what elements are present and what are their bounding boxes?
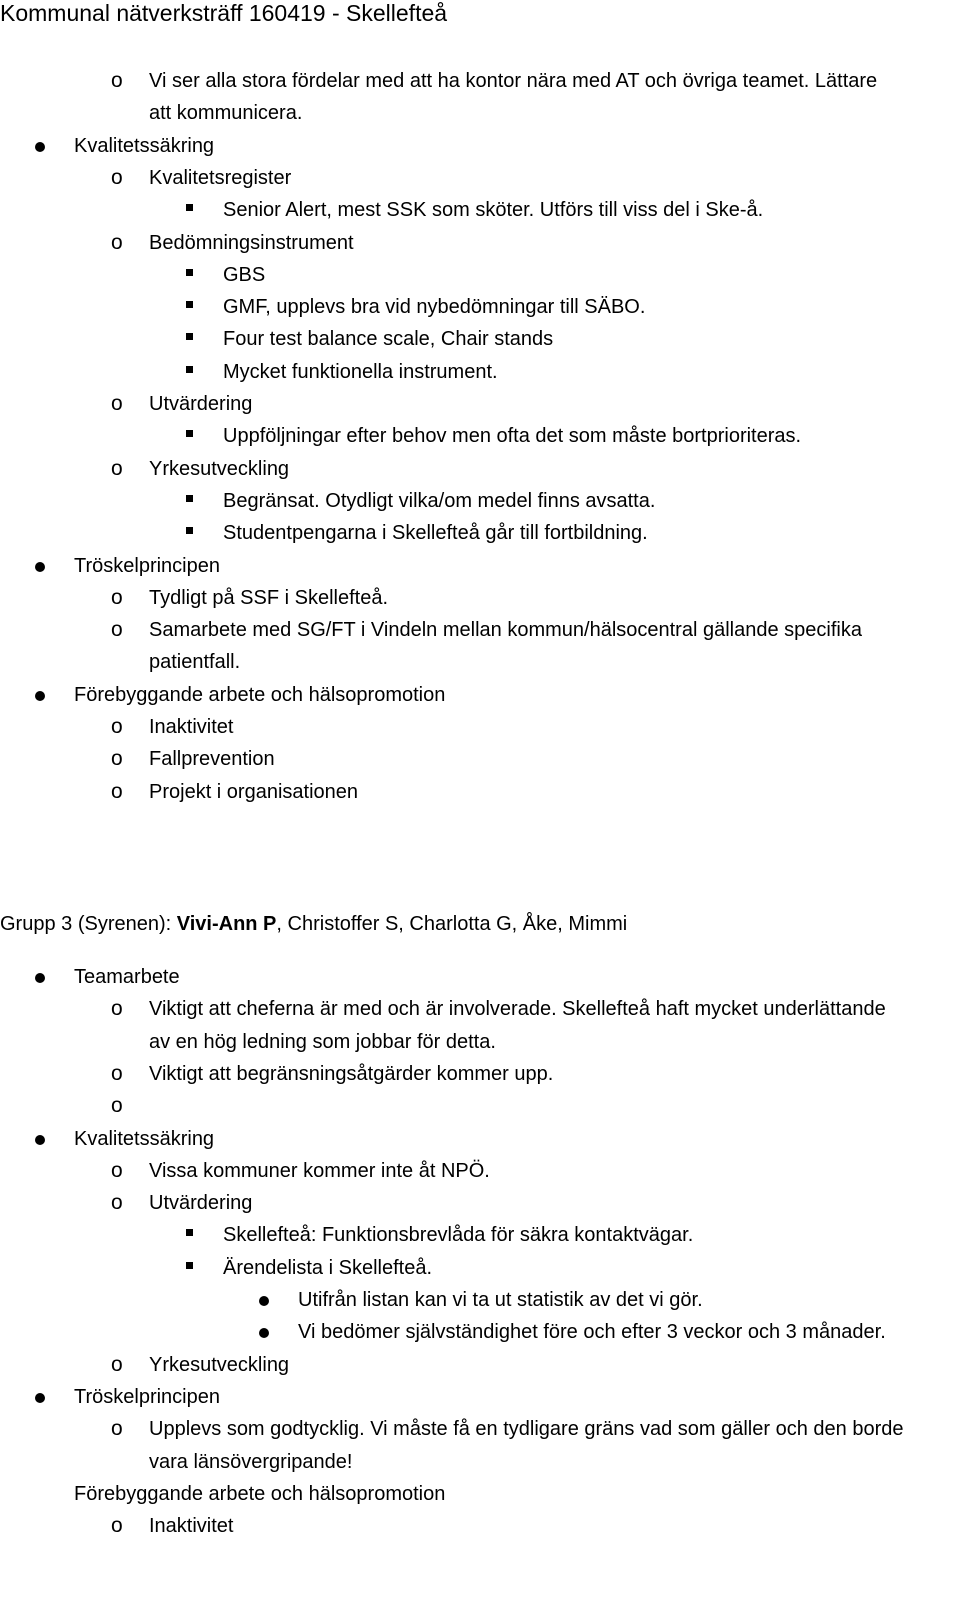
square-bullet-icon — [186, 527, 193, 534]
bullet-icon — [259, 1328, 269, 1338]
circle-bullet-icon: o — [111, 747, 123, 771]
list-item-text: Inaktivitet — [149, 1515, 234, 1538]
circle-bullet-icon: o — [111, 230, 123, 254]
list-item-text: Kvalitetsregister — [149, 166, 292, 189]
bullet-icon — [35, 973, 45, 983]
list-item-text: Begränsat. Otydligt vilka/om medel finns avsatta. — [223, 489, 656, 512]
list-item-text: Viktigt att cheferna är med och är involverade. Skellefteå haft mycket underlättande — [149, 998, 886, 1021]
circle-bullet-icon: o — [111, 1417, 123, 1441]
bullet-icon — [35, 1393, 45, 1403]
group-prefix: Grupp 3 (Syrenen): — [0, 913, 177, 935]
list-item-text: att kommunicera. — [149, 102, 303, 125]
list-item-text: Fallprevention — [149, 748, 275, 771]
list-item-text: Ärendelista i Skellefteå. — [223, 1256, 433, 1279]
group-heading — [0, 912, 627, 936]
circle-bullet-icon: o — [111, 1158, 123, 1182]
circle-bullet-icon: o — [111, 1094, 123, 1118]
square-bullet-icon — [186, 204, 193, 211]
square-bullet-icon — [186, 1229, 193, 1236]
list-item-text: Förebyggande arbete och hälsopromotion — [74, 683, 446, 706]
circle-bullet-icon: o — [111, 392, 123, 415]
list-item-text: Skellefteå: Funktionsbrevlåda för säkra kontaktvägar. — [223, 1224, 694, 1247]
list-item-text: Uppföljningar efter behov men ofta det som måste bortprioriteras. — [223, 425, 802, 448]
list-item-text: GBS — [223, 263, 266, 286]
list-item-text: Yrkesutveckling — [149, 1353, 290, 1376]
list-item-text: Senior Alert, mest SSK som sköter. Utförs till viss del i Ske-å. — [223, 199, 764, 222]
circle-bullet-icon: o — [111, 997, 123, 1021]
bullet-icon — [35, 1135, 45, 1145]
list-item-text: Förebyggande arbete och hälsopromotion — [74, 1482, 446, 1505]
list-item-text: Vi bedömer självständighet före och efter 3 veckor och 3 månader. — [298, 1321, 886, 1344]
list-item-text: vara länsövergripande! — [149, 1450, 353, 1473]
circle-bullet-icon: o — [111, 69, 123, 92]
list-item-text: Tröskelprincipen — [74, 1385, 220, 1408]
group-members: , Christoffer S, Charlotta G, Åke, Mimmi — [276, 913, 628, 935]
square-bullet-icon — [186, 333, 193, 340]
list-item-text: Projekt i organisationen — [149, 780, 359, 803]
list-item-text: Four test balance scale, Chair stands — [223, 328, 554, 351]
list-item-text: Utvärdering — [149, 393, 253, 415]
bullet-icon — [35, 562, 45, 572]
list-item-text: Mycket funktionella instrument. — [223, 360, 498, 383]
square-bullet-icon — [186, 366, 193, 373]
list-item-text: Samarbete med SG/FT i Vindeln mellan kommun/hälsocentral gällande specifika — [149, 619, 862, 642]
list-item-text: Utifrån listan kan vi ta ut statistik av det vi gör. — [298, 1289, 703, 1311]
bullet-icon — [35, 691, 45, 701]
square-bullet-icon — [186, 269, 193, 276]
circle-bullet-icon: o — [111, 456, 123, 480]
document-title: Kommunal nätverksträff 160419 - Skellefteå — [0, 0, 448, 26]
list-item-text: Bedömningsinstrument — [149, 231, 354, 254]
circle-bullet-icon: o — [111, 1061, 123, 1085]
list-item-text: av en hög ledning som jobbar för detta. — [149, 1030, 496, 1053]
list-item-text: patientfall. — [149, 651, 241, 674]
list-item-text: Inaktivitet — [149, 716, 234, 738]
list-item-text: Vi ser alla stora fördelar med att ha kontor nära med AT och övriga teamet. Lättare — [149, 70, 878, 92]
circle-bullet-icon: o — [111, 715, 123, 738]
list-item-text: GMF, upplevs bra vid nybedömningar till SÄBO. — [223, 296, 646, 319]
square-bullet-icon — [186, 301, 193, 308]
list-item-text: Tydligt på SSF i Skellefteå. — [149, 586, 389, 609]
circle-bullet-icon: o — [111, 1352, 123, 1376]
circle-bullet-icon: o — [111, 1514, 123, 1538]
square-bullet-icon — [186, 495, 193, 502]
bullet-icon — [259, 1296, 269, 1306]
group-lead-name: Vivi-Ann P — [176, 913, 277, 935]
circle-bullet-icon: o — [111, 585, 123, 609]
list-item-text: Studentpengarna i Skellefteå går till fortbildning. — [223, 522, 648, 545]
square-bullet-icon — [186, 1262, 193, 1269]
list-item-text: Tröskelprincipen — [74, 554, 220, 577]
bullet-icon — [35, 142, 45, 152]
circle-bullet-icon: o — [111, 779, 123, 803]
circle-bullet-icon: o — [111, 1191, 123, 1215]
circle-bullet-icon: o — [111, 618, 123, 642]
list-item-text: Kvalitetssäkring — [74, 134, 215, 157]
circle-bullet-icon: o — [111, 165, 123, 189]
list-item-text: Viktigt att begränsningsåtgärder kommer upp. — [149, 1062, 554, 1085]
list-item-text: Yrkesutveckling — [149, 457, 290, 480]
list-item-text: Teamarbete — [74, 966, 180, 988]
list-item-text: Kvalitetssäkring — [74, 1127, 215, 1150]
list-item-text: Vissa kommuner kommer inte åt NPÖ. — [149, 1159, 490, 1182]
list-item-text: Utvärdering — [149, 1192, 253, 1215]
square-bullet-icon — [186, 430, 193, 437]
list-item-text: Upplevs som godtycklig. Vi måste få en tydligare gräns vad som gäller och den borde — [149, 1418, 904, 1441]
